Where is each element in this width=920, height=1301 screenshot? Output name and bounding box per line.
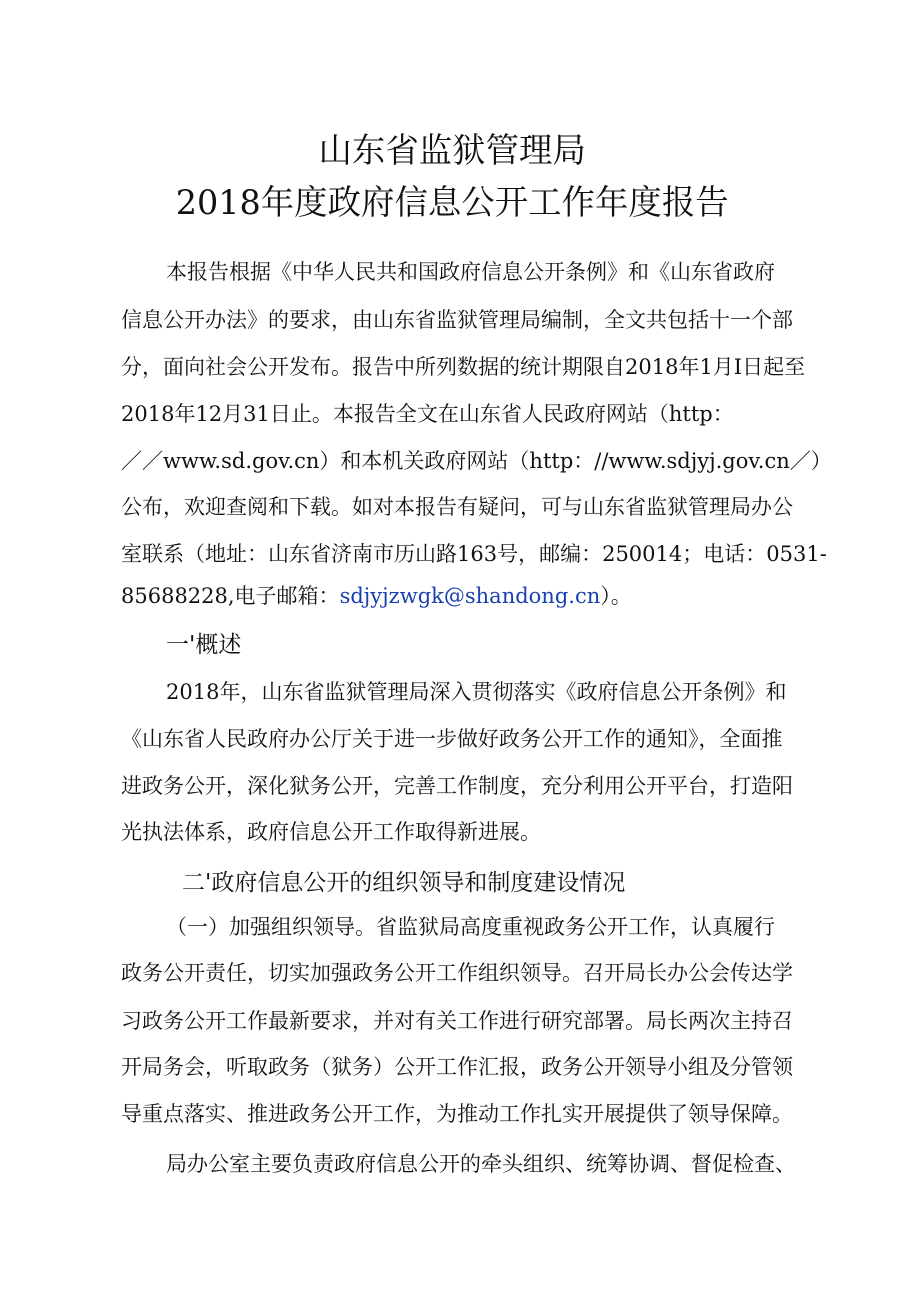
section2-heading: 二'政府信息公开的组织领导和制度建设情况 xyxy=(182,870,626,896)
section2-line: 导重点落实、推进政务公开工作，为推动工作扎实开展提供了领导保障。 xyxy=(121,1102,793,1126)
intro-line: ／／www.sd.gov.cn）和本机关政府网站（http：//www.sdjyj.gov.cn／） xyxy=(121,449,832,473)
section2-line: 局办公室主要负责政府信息公开的牵头组织、统筹协调、督促检查、 xyxy=(166,1152,796,1176)
section2-line: 政务公开责任，切实加强政务公开工作组织领导。召开局长办公会传达学 xyxy=(121,961,793,985)
intro-last-prefix: 85688228,电子邮箱： xyxy=(121,584,340,608)
intro-line: 本报告根据《中华人民共和国政府信息公开条例》和《山东省政府 xyxy=(166,260,775,284)
intro-line: 2018年12月31日止。本报告全文在山东省人民政府网站（http： xyxy=(121,402,734,426)
intro-line: 信息公开办法》的要求，由山东省监狱管理局编制，全文共包括十一个部 xyxy=(121,308,793,332)
document-title-line1: 山东省监狱管理局 xyxy=(318,131,586,171)
document-title-line2: 2018年度政府信息公开工作年度报告 xyxy=(175,183,729,223)
intro-line: 分，面向社会公开发布。报告中所列数据的统计期限自2018年1月I日起至 xyxy=(121,355,806,379)
intro-last-suffix: ）。 xyxy=(600,584,632,608)
intro-line: 室联系（地址：山东省济南市历山路163号，邮编：250014；电话：0531- xyxy=(121,542,827,566)
contact-email-link[interactable]: sdjyjzwgk@shandong.cn xyxy=(339,584,601,608)
intro-line: 公布，欢迎查阅和下载。如对本报告有疑问，可与山东省监狱管理局办公 xyxy=(121,495,793,519)
section2-line: （一）加强组织领导。省监狱局高度重视政务公开工作，认真履行 xyxy=(166,915,775,939)
section1-line: 进政务公开，深化狱务公开，完善工作制度，充分利用公开平台，打造阳 xyxy=(121,774,793,798)
section2-line: 开局务会，听取政务（狱务）公开工作汇报，政务公开领导小组及分管领 xyxy=(121,1055,793,1079)
intro-last-line xyxy=(121,586,632,607)
section1-line: 《山东省人民政府办公厅关于进一步做好政务公开工作的通知》，全面推 xyxy=(121,727,783,751)
section1-heading: 一'概述 xyxy=(166,632,242,658)
section2-line: 习政务公开工作最新要求，并对有关工作进行研究部署。局长两次主持召 xyxy=(121,1009,793,1033)
section1-line: 光执法体系，政府信息公开工作取得新进展。 xyxy=(121,820,541,844)
section1-line: 2018年，山东省监狱管理局深入贯彻落实《政府信息公开条例》和 xyxy=(166,680,787,704)
